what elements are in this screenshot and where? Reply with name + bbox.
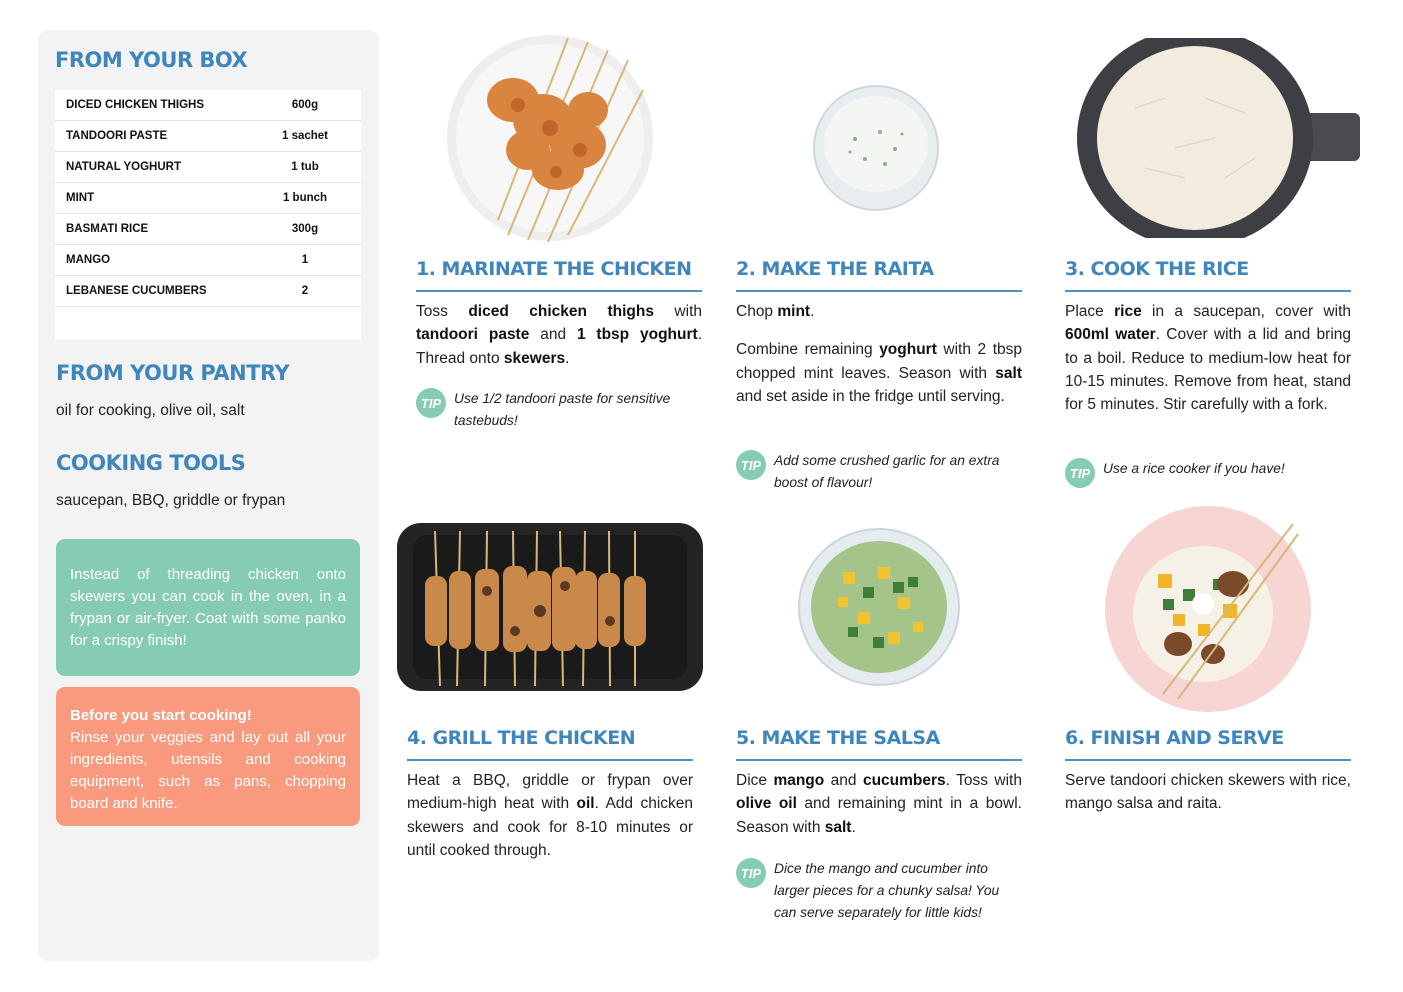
- ingredient-name: DICED CHICKEN THIGHS: [66, 99, 205, 111]
- text-run: . Thread onto: [416, 326, 702, 367]
- ingredient-highlight: 1 tbsp yoghurt: [576, 326, 698, 344]
- tip-badge-icon: TIP: [736, 858, 766, 888]
- ingredient-qty: 2: [301, 285, 309, 297]
- step-4-title: 4. GRILL THE CHICKEN: [407, 727, 636, 749]
- ingredient-highlight: mango: [773, 772, 825, 789]
- pantry-text: oil for cooking, olive oil, salt: [56, 402, 245, 419]
- tip-text: Use 1/2 tandoori paste for sensitive tastebuds!: [454, 391, 671, 428]
- ingredient-qty: 1 tub: [291, 161, 319, 173]
- tip-text: Add some crushed garlic for an extra boost of flavour!: [774, 453, 1000, 490]
- step-3-title: 3. COOK THE RICE: [1065, 258, 1249, 280]
- text-run: and: [529, 326, 577, 344]
- text-run: in a saucepan, cover with: [1141, 303, 1351, 320]
- step-1-divider: [416, 290, 702, 292]
- tools-text: saucepan, BBQ, griddle or frypan: [56, 492, 286, 509]
- text-run: Combine remaining: [736, 341, 880, 359]
- ingredient-highlight: diced chicken thighs: [468, 303, 654, 320]
- text-run: Heat a BBQ, griddle or frypan over medium-high heat with: [407, 772, 693, 813]
- text-run: Chop: [736, 303, 778, 320]
- table-row: [55, 183, 361, 214]
- ingredient-name: TANDOORI PASTE: [66, 130, 168, 142]
- cooking-tools-heading: COOKING TOOLS: [56, 451, 246, 475]
- ingredient-highlight: 600ml water: [1065, 326, 1156, 344]
- ingredient-name: LEBANESE CUCUMBERS: [66, 285, 207, 297]
- ingredient-highlight: olive oil: [736, 795, 797, 813]
- text-run: .: [851, 818, 856, 836]
- grilled-chicken-pan-photo: [395, 521, 705, 693]
- table-row: [55, 214, 361, 245]
- ingredient-highlight: tandoori paste: [416, 326, 530, 344]
- note-title: Before you start cooking!: [70, 707, 252, 724]
- table-row: [55, 121, 361, 152]
- step-6-divider: [1065, 759, 1351, 761]
- ingredient-highlight: rice: [1114, 303, 1142, 320]
- tip-badge-icon: TIP: [416, 388, 446, 418]
- tip-text: Dice the mango and cucumber into larger pieces for a chunky salsa! You can serve separately for little kids!: [774, 861, 1000, 920]
- ingredient-qty: 1: [301, 254, 309, 266]
- step-5-divider: [736, 759, 1022, 761]
- tip-text: Use a rice cooker if you have!: [1103, 461, 1285, 476]
- ingredients-table: [55, 90, 361, 339]
- text-run: and set aside in the fridge until serving.: [736, 387, 1005, 405]
- text-run: Place: [1065, 303, 1115, 320]
- step-2-divider: [736, 290, 1022, 292]
- finished-dish-photo: [1103, 504, 1313, 714]
- before-cooking-note: [56, 687, 360, 826]
- step-5-tip: [736, 858, 1022, 924]
- step-4-text: [407, 769, 693, 862]
- step-6-text: [1065, 769, 1351, 816]
- text-run: Toss: [416, 303, 469, 320]
- ingredient-name: BASMATI RICE: [66, 223, 149, 235]
- text-run: with 2 tbsp chopped mint leaves. Season with: [736, 341, 1022, 382]
- text-run: . Toss with: [945, 772, 1022, 789]
- ingredient-qty: 1 sachet: [281, 130, 329, 142]
- note-text: Instead of threading chicken onto skewers you can cook in the oven, in a frypan or air-fryer. Coat with some panko for a crispy finish!: [70, 566, 346, 649]
- table-row: [55, 90, 361, 121]
- from-your-pantry-heading: FROM YOUR PANTRY: [56, 361, 290, 385]
- table-row-empty: [55, 307, 361, 338]
- ingredient-highlight: yoghurt: [879, 341, 937, 359]
- step-4-divider: [407, 759, 693, 761]
- ingredient-qty: 1 bunch: [282, 192, 328, 204]
- step-1-title: 1. MARINATE THE CHICKEN: [416, 258, 692, 280]
- chicken-skewers-plate-photo: [438, 30, 658, 245]
- ingredient-highlight: salt: [824, 818, 852, 836]
- step-5-title: 5. MAKE THE SALSA: [736, 727, 940, 749]
- note-text: Rinse your veggies and lay out all your ingredients, utensils and cooking equipment, such as pans, chopping board and knife.: [70, 729, 346, 812]
- text-run: and: [824, 772, 863, 789]
- raita-bowl-photo: [810, 84, 942, 212]
- table-row: [55, 152, 361, 183]
- step-2-title: 2. MAKE THE RAITA: [736, 258, 934, 280]
- mango-cucumber-salsa-photo: [798, 527, 960, 687]
- text-run: and remaining mint in a bowl. Season with: [736, 795, 1022, 836]
- ingredient-qty: 300g: [291, 223, 319, 235]
- text-run: Dice: [736, 772, 774, 789]
- rice-saucepan-photo: [1075, 38, 1360, 238]
- step-3-divider: [1065, 290, 1351, 292]
- ingredient-qty: 600g: [291, 99, 319, 111]
- step-6-title: 6. FINISH AND SERVE: [1065, 727, 1284, 749]
- table-row: [55, 276, 361, 307]
- alternative-cooking-note: [56, 539, 360, 676]
- step-1-tip: [416, 388, 702, 432]
- ingredient-highlight: mint: [777, 303, 811, 320]
- ingredient-highlight: skewers: [503, 349, 566, 367]
- step-3-text: [1065, 300, 1351, 416]
- ingredient-highlight: oil: [576, 795, 595, 813]
- ingredient-name: NATURAL YOGHURT: [66, 161, 181, 173]
- text-run: .: [810, 303, 815, 320]
- step-1-text: [416, 300, 702, 370]
- step-3-tip: [1065, 458, 1351, 488]
- text-run: .: [565, 349, 570, 367]
- tip-badge-icon: TIP: [1065, 458, 1095, 488]
- step-2-text: [736, 300, 1022, 408]
- text-run: with: [653, 303, 702, 320]
- ingredient-highlight: salt: [995, 364, 1022, 382]
- from-your-box-heading: FROM YOUR BOX: [55, 48, 248, 72]
- ingredient-highlight: cucumbers: [862, 772, 946, 789]
- ingredient-name: MANGO: [66, 254, 111, 266]
- text-run: . Cover with a lid and bring to a boil. Reduce to medium-low heat for 10-15 minutes. Remove from heat, stand for 5 minutes. Stir carefully with a fork.: [1065, 326, 1352, 414]
- ingredient-name: MINT: [66, 192, 95, 204]
- tip-badge-icon: TIP: [736, 450, 766, 480]
- step-5-text: [736, 769, 1022, 839]
- text-run: . Add chicken skewers and cook for 8-10 minutes or until cooked through.: [407, 795, 694, 859]
- table-row: [55, 245, 361, 276]
- text-run: Serve tandoori chicken skewers with rice, mango salsa and raita.: [1065, 772, 1351, 813]
- step-2-tip: [736, 450, 1022, 494]
